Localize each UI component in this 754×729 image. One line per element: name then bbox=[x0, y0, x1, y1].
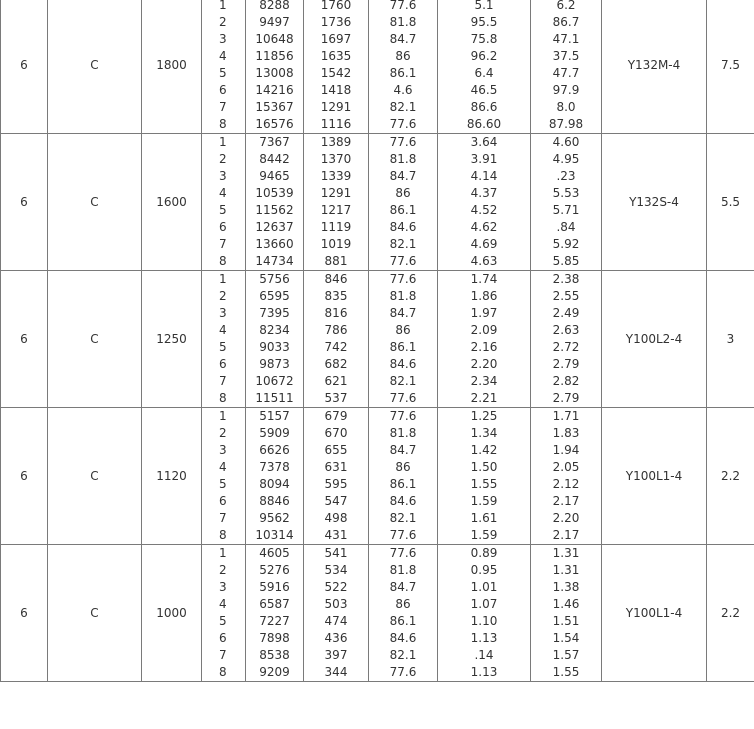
table-row bbox=[1, 545, 754, 563]
required-power-cell: 1.54 bbox=[531, 630, 602, 647]
required-power-cell: 87.98 bbox=[531, 116, 602, 134]
required-power-cell: 97.9 bbox=[531, 82, 602, 99]
flow-cell: 10672 bbox=[246, 373, 304, 390]
index-cell: 2 bbox=[202, 562, 246, 579]
flow-cell: 9562 bbox=[246, 510, 304, 527]
index-cell: 7 bbox=[202, 236, 246, 253]
index-cell: 7 bbox=[202, 647, 246, 664]
group-col2-cell: C bbox=[48, 134, 142, 271]
required-power-cell: 86.7 bbox=[531, 14, 602, 31]
efficiency-cell: 86.1 bbox=[369, 65, 438, 82]
index-cell: 1 bbox=[202, 271, 246, 289]
flow-cell: 5909 bbox=[246, 425, 304, 442]
pressure-cell: 1116 bbox=[304, 116, 369, 134]
index-cell: 5 bbox=[202, 202, 246, 219]
efficiency-cell: 77.6 bbox=[369, 0, 438, 14]
flow-cell: 11562 bbox=[246, 202, 304, 219]
pressure-cell: 547 bbox=[304, 493, 369, 510]
required-power-cell: 2.63 bbox=[531, 322, 602, 339]
required-power-cell: 1.83 bbox=[531, 425, 602, 442]
required-power-cell: 2.82 bbox=[531, 373, 602, 390]
efficiency-cell: 81.8 bbox=[369, 151, 438, 168]
pressure-cell: 682 bbox=[304, 356, 369, 373]
flow-cell: 13660 bbox=[246, 236, 304, 253]
group-col3-cell: 1800 bbox=[142, 0, 202, 134]
required-power-cell: 4.60 bbox=[531, 134, 602, 152]
group-col2-cell: C bbox=[48, 545, 142, 682]
index-cell: 7 bbox=[202, 373, 246, 390]
required-power-cell: 1.57 bbox=[531, 647, 602, 664]
pressure-cell: 541 bbox=[304, 545, 369, 563]
index-cell: 4 bbox=[202, 322, 246, 339]
efficiency-cell: 86 bbox=[369, 596, 438, 613]
flow-cell: 10648 bbox=[246, 31, 304, 48]
required-power-cell: .23 bbox=[531, 168, 602, 185]
efficiency-cell: 77.6 bbox=[369, 253, 438, 271]
index-cell: 6 bbox=[202, 219, 246, 236]
efficiency-cell: 77.6 bbox=[369, 271, 438, 289]
shaft-power-cell: 1.25 bbox=[438, 408, 531, 426]
motor-power-cell: 3 bbox=[707, 271, 754, 408]
pressure-cell: 534 bbox=[304, 562, 369, 579]
motor-model-cell: Y132S-4 bbox=[602, 134, 707, 271]
pressure-cell: 1736 bbox=[304, 14, 369, 31]
pressure-cell: 1635 bbox=[304, 48, 369, 65]
required-power-cell: 6.2 bbox=[531, 0, 602, 14]
efficiency-cell: 86.1 bbox=[369, 339, 438, 356]
shaft-power-cell: 4.52 bbox=[438, 202, 531, 219]
group-col3-cell: 1000 bbox=[142, 545, 202, 682]
shaft-power-cell: 1.13 bbox=[438, 630, 531, 647]
shaft-power-cell: 0.89 bbox=[438, 545, 531, 563]
efficiency-cell: 77.6 bbox=[369, 527, 438, 545]
shaft-power-cell: 1.86 bbox=[438, 288, 531, 305]
pressure-cell: 816 bbox=[304, 305, 369, 322]
efficiency-cell: 77.6 bbox=[369, 134, 438, 152]
required-power-cell: 2.72 bbox=[531, 339, 602, 356]
shaft-power-cell: 1.55 bbox=[438, 476, 531, 493]
efficiency-cell: 84.7 bbox=[369, 31, 438, 48]
table-row bbox=[1, 271, 754, 289]
group-col1-cell: 6 bbox=[1, 0, 48, 134]
flow-cell: 7898 bbox=[246, 630, 304, 647]
shaft-power-cell: 6.4 bbox=[438, 65, 531, 82]
flow-cell: 9209 bbox=[246, 664, 304, 682]
required-power-cell: 5.71 bbox=[531, 202, 602, 219]
required-power-cell: 8.0 bbox=[531, 99, 602, 116]
pressure-cell: 498 bbox=[304, 510, 369, 527]
shaft-power-cell: 4.63 bbox=[438, 253, 531, 271]
pressure-cell: 522 bbox=[304, 579, 369, 596]
flow-cell: 9497 bbox=[246, 14, 304, 31]
shaft-power-cell: 2.09 bbox=[438, 322, 531, 339]
group-col1-cell: 6 bbox=[1, 271, 48, 408]
index-cell: 3 bbox=[202, 31, 246, 48]
required-power-cell: 2.38 bbox=[531, 271, 602, 289]
index-cell: 6 bbox=[202, 493, 246, 510]
shaft-power-cell: 5.1 bbox=[438, 0, 531, 14]
efficiency-cell: 82.1 bbox=[369, 99, 438, 116]
index-cell: 4 bbox=[202, 185, 246, 202]
shaft-power-cell: 3.64 bbox=[438, 134, 531, 152]
index-cell: 6 bbox=[202, 630, 246, 647]
efficiency-cell: 84.6 bbox=[369, 630, 438, 647]
efficiency-cell: 84.6 bbox=[369, 219, 438, 236]
pressure-cell: 397 bbox=[304, 647, 369, 664]
flow-cell: 15367 bbox=[246, 99, 304, 116]
pressure-cell: 503 bbox=[304, 596, 369, 613]
pressure-cell: 1760 bbox=[304, 0, 369, 14]
index-cell: 2 bbox=[202, 14, 246, 31]
shaft-power-cell: 86.60 bbox=[438, 116, 531, 134]
shaft-power-cell: 1.61 bbox=[438, 510, 531, 527]
efficiency-cell: 84.7 bbox=[369, 579, 438, 596]
pressure-cell: 1217 bbox=[304, 202, 369, 219]
index-cell: 5 bbox=[202, 65, 246, 82]
efficiency-cell: 86 bbox=[369, 48, 438, 65]
flow-cell: 7367 bbox=[246, 134, 304, 152]
table-body bbox=[1, 0, 754, 682]
shaft-power-cell: 4.62 bbox=[438, 219, 531, 236]
group-col1-cell: 6 bbox=[1, 408, 48, 545]
pressure-cell: 1418 bbox=[304, 82, 369, 99]
shaft-power-cell: 4.14 bbox=[438, 168, 531, 185]
index-cell: 3 bbox=[202, 168, 246, 185]
shaft-power-cell: 1.10 bbox=[438, 613, 531, 630]
shaft-power-cell: 46.5 bbox=[438, 82, 531, 99]
index-cell: 2 bbox=[202, 425, 246, 442]
shaft-power-cell: 75.8 bbox=[438, 31, 531, 48]
flow-cell: 5157 bbox=[246, 408, 304, 426]
required-power-cell: 2.12 bbox=[531, 476, 602, 493]
efficiency-cell: 82.1 bbox=[369, 647, 438, 664]
efficiency-cell: 86.1 bbox=[369, 613, 438, 630]
group-col1-cell: 6 bbox=[1, 134, 48, 271]
motor-model-cell: Y100L1-4 bbox=[602, 408, 707, 545]
motor-power-cell: 5.5 bbox=[707, 134, 754, 271]
index-cell: 1 bbox=[202, 134, 246, 152]
shaft-power-cell: 4.37 bbox=[438, 185, 531, 202]
required-power-cell: 47.1 bbox=[531, 31, 602, 48]
pressure-cell: 344 bbox=[304, 664, 369, 682]
pressure-cell: 436 bbox=[304, 630, 369, 647]
pressure-cell: 595 bbox=[304, 476, 369, 493]
group-col3-cell: 1600 bbox=[142, 134, 202, 271]
index-cell: 7 bbox=[202, 510, 246, 527]
index-cell: 2 bbox=[202, 288, 246, 305]
shaft-power-cell: 2.20 bbox=[438, 356, 531, 373]
flow-cell: 12637 bbox=[246, 219, 304, 236]
flow-cell: 8234 bbox=[246, 322, 304, 339]
required-power-cell: 1.31 bbox=[531, 545, 602, 563]
pressure-cell: 786 bbox=[304, 322, 369, 339]
flow-cell: 8538 bbox=[246, 647, 304, 664]
flow-cell: 6587 bbox=[246, 596, 304, 613]
efficiency-cell: 86 bbox=[369, 185, 438, 202]
shaft-power-cell: 86.6 bbox=[438, 99, 531, 116]
efficiency-cell: 82.1 bbox=[369, 373, 438, 390]
flow-cell: 9465 bbox=[246, 168, 304, 185]
efficiency-cell: 77.6 bbox=[369, 408, 438, 426]
shaft-power-cell: .14 bbox=[438, 647, 531, 664]
index-cell: 8 bbox=[202, 390, 246, 408]
pressure-cell: 1370 bbox=[304, 151, 369, 168]
efficiency-cell: 86 bbox=[369, 322, 438, 339]
index-cell: 2 bbox=[202, 151, 246, 168]
efficiency-cell: 77.6 bbox=[369, 116, 438, 134]
flow-cell: 8846 bbox=[246, 493, 304, 510]
index-cell: 3 bbox=[202, 442, 246, 459]
efficiency-cell: 81.8 bbox=[369, 14, 438, 31]
efficiency-cell: 86.1 bbox=[369, 476, 438, 493]
shaft-power-cell: 95.5 bbox=[438, 14, 531, 31]
shaft-power-cell: 1.74 bbox=[438, 271, 531, 289]
pressure-cell: 1291 bbox=[304, 185, 369, 202]
flow-cell: 11511 bbox=[246, 390, 304, 408]
index-cell: 1 bbox=[202, 545, 246, 563]
pressure-cell: 474 bbox=[304, 613, 369, 630]
index-cell: 8 bbox=[202, 527, 246, 545]
pressure-cell: 1542 bbox=[304, 65, 369, 82]
shaft-power-cell: 1.07 bbox=[438, 596, 531, 613]
efficiency-cell: 77.6 bbox=[369, 664, 438, 682]
pressure-cell: 679 bbox=[304, 408, 369, 426]
flow-cell: 13008 bbox=[246, 65, 304, 82]
shaft-power-cell: 1.13 bbox=[438, 664, 531, 682]
required-power-cell: .84 bbox=[531, 219, 602, 236]
required-power-cell: 2.55 bbox=[531, 288, 602, 305]
flow-cell: 10314 bbox=[246, 527, 304, 545]
flow-cell: 5916 bbox=[246, 579, 304, 596]
pressure-cell: 631 bbox=[304, 459, 369, 476]
shaft-power-cell: 1.42 bbox=[438, 442, 531, 459]
flow-cell: 10539 bbox=[246, 185, 304, 202]
index-cell: 5 bbox=[202, 339, 246, 356]
index-cell: 5 bbox=[202, 613, 246, 630]
shaft-power-cell: 1.59 bbox=[438, 493, 531, 510]
group-col1-cell: 6 bbox=[1, 545, 48, 682]
flow-cell: 5276 bbox=[246, 562, 304, 579]
group-col3-cell: 1250 bbox=[142, 271, 202, 408]
flow-cell: 7378 bbox=[246, 459, 304, 476]
index-cell: 8 bbox=[202, 253, 246, 271]
shaft-power-cell: 1.59 bbox=[438, 527, 531, 545]
flow-cell: 9873 bbox=[246, 356, 304, 373]
index-cell: 1 bbox=[202, 408, 246, 426]
index-cell: 5 bbox=[202, 476, 246, 493]
pressure-cell: 670 bbox=[304, 425, 369, 442]
efficiency-cell: 84.7 bbox=[369, 305, 438, 322]
flow-cell: 5756 bbox=[246, 271, 304, 289]
flow-cell: 6595 bbox=[246, 288, 304, 305]
required-power-cell: 2.17 bbox=[531, 493, 602, 510]
efficiency-cell: 84.6 bbox=[369, 356, 438, 373]
efficiency-cell: 84.6 bbox=[369, 493, 438, 510]
pressure-cell: 881 bbox=[304, 253, 369, 271]
required-power-cell: 1.94 bbox=[531, 442, 602, 459]
required-power-cell: 5.92 bbox=[531, 236, 602, 253]
efficiency-cell: 84.7 bbox=[369, 168, 438, 185]
pressure-cell: 537 bbox=[304, 390, 369, 408]
index-cell: 4 bbox=[202, 459, 246, 476]
flow-cell: 7227 bbox=[246, 613, 304, 630]
pressure-cell: 835 bbox=[304, 288, 369, 305]
required-power-cell: 2.79 bbox=[531, 390, 602, 408]
pressure-cell: 1339 bbox=[304, 168, 369, 185]
pressure-cell: 1697 bbox=[304, 31, 369, 48]
motor-model-cell: Y132M-4 bbox=[602, 0, 707, 134]
pressure-cell: 1119 bbox=[304, 219, 369, 236]
pressure-cell: 655 bbox=[304, 442, 369, 459]
index-cell: 1 bbox=[202, 0, 246, 14]
efficiency-cell: 86.1 bbox=[369, 202, 438, 219]
pressure-cell: 846 bbox=[304, 271, 369, 289]
efficiency-cell: 77.6 bbox=[369, 545, 438, 563]
shaft-power-cell: 4.69 bbox=[438, 236, 531, 253]
motor-model-cell: Y100L1-4 bbox=[602, 545, 707, 682]
pressure-cell: 1389 bbox=[304, 134, 369, 152]
efficiency-cell: 82.1 bbox=[369, 510, 438, 527]
flow-cell: 8442 bbox=[246, 151, 304, 168]
flow-cell: 14216 bbox=[246, 82, 304, 99]
pressure-cell: 431 bbox=[304, 527, 369, 545]
index-cell: 3 bbox=[202, 305, 246, 322]
flow-cell: 8288 bbox=[246, 0, 304, 14]
shaft-power-cell: 2.21 bbox=[438, 390, 531, 408]
required-power-cell: 1.71 bbox=[531, 408, 602, 426]
pressure-cell: 621 bbox=[304, 373, 369, 390]
flow-cell: 6626 bbox=[246, 442, 304, 459]
index-cell: 7 bbox=[202, 99, 246, 116]
required-power-cell: 1.38 bbox=[531, 579, 602, 596]
required-power-cell: 1.31 bbox=[531, 562, 602, 579]
motor-model-cell: Y100L2-4 bbox=[602, 271, 707, 408]
required-power-cell: 2.17 bbox=[531, 527, 602, 545]
required-power-cell: 5.85 bbox=[531, 253, 602, 271]
motor-power-cell: 7.5 bbox=[707, 0, 754, 134]
shaft-power-cell: 96.2 bbox=[438, 48, 531, 65]
shaft-power-cell: 1.50 bbox=[438, 459, 531, 476]
shaft-power-cell: 1.01 bbox=[438, 579, 531, 596]
shaft-power-cell: 1.97 bbox=[438, 305, 531, 322]
pressure-cell: 1019 bbox=[304, 236, 369, 253]
shaft-power-cell: 1.34 bbox=[438, 425, 531, 442]
required-power-cell: 2.79 bbox=[531, 356, 602, 373]
required-power-cell: 37.5 bbox=[531, 48, 602, 65]
index-cell: 8 bbox=[202, 664, 246, 682]
efficiency-cell: 84.7 bbox=[369, 442, 438, 459]
motor-power-cell: 2.2 bbox=[707, 545, 754, 682]
index-cell: 3 bbox=[202, 579, 246, 596]
index-cell: 6 bbox=[202, 82, 246, 99]
efficiency-cell: 77.6 bbox=[369, 390, 438, 408]
shaft-power-cell: 2.34 bbox=[438, 373, 531, 390]
flow-cell: 11856 bbox=[246, 48, 304, 65]
efficiency-cell: 81.8 bbox=[369, 288, 438, 305]
required-power-cell: 2.49 bbox=[531, 305, 602, 322]
group-col2-cell: C bbox=[48, 408, 142, 545]
index-cell: 8 bbox=[202, 116, 246, 134]
efficiency-cell: 4.6 bbox=[369, 82, 438, 99]
table-row bbox=[1, 408, 754, 426]
efficiency-cell: 81.8 bbox=[369, 562, 438, 579]
group-col2-cell: C bbox=[48, 0, 142, 134]
group-col3-cell: 1120 bbox=[142, 408, 202, 545]
required-power-cell: 1.46 bbox=[531, 596, 602, 613]
shaft-power-cell: 0.95 bbox=[438, 562, 531, 579]
flow-cell: 14734 bbox=[246, 253, 304, 271]
flow-cell: 9033 bbox=[246, 339, 304, 356]
flow-cell: 8094 bbox=[246, 476, 304, 493]
efficiency-cell: 86 bbox=[369, 459, 438, 476]
index-cell: 6 bbox=[202, 356, 246, 373]
pressure-cell: 742 bbox=[304, 339, 369, 356]
table-row bbox=[1, 134, 754, 152]
motor-power-cell: 2.2 bbox=[707, 408, 754, 545]
efficiency-cell: 81.8 bbox=[369, 425, 438, 442]
shaft-power-cell: 3.91 bbox=[438, 151, 531, 168]
required-power-cell: 5.53 bbox=[531, 185, 602, 202]
group-col2-cell: C bbox=[48, 271, 142, 408]
table-row bbox=[1, 0, 754, 14]
required-power-cell: 2.20 bbox=[531, 510, 602, 527]
required-power-cell: 1.55 bbox=[531, 664, 602, 682]
flow-cell: 4605 bbox=[246, 545, 304, 563]
flow-cell: 7395 bbox=[246, 305, 304, 322]
shaft-power-cell: 2.16 bbox=[438, 339, 531, 356]
efficiency-cell: 82.1 bbox=[369, 236, 438, 253]
required-power-cell: 4.95 bbox=[531, 151, 602, 168]
pressure-cell: 1291 bbox=[304, 99, 369, 116]
index-cell: 4 bbox=[202, 48, 246, 65]
required-power-cell: 47.7 bbox=[531, 65, 602, 82]
index-cell: 4 bbox=[202, 596, 246, 613]
flow-cell: 16576 bbox=[246, 116, 304, 134]
required-power-cell: 2.05 bbox=[531, 459, 602, 476]
required-power-cell: 1.51 bbox=[531, 613, 602, 630]
